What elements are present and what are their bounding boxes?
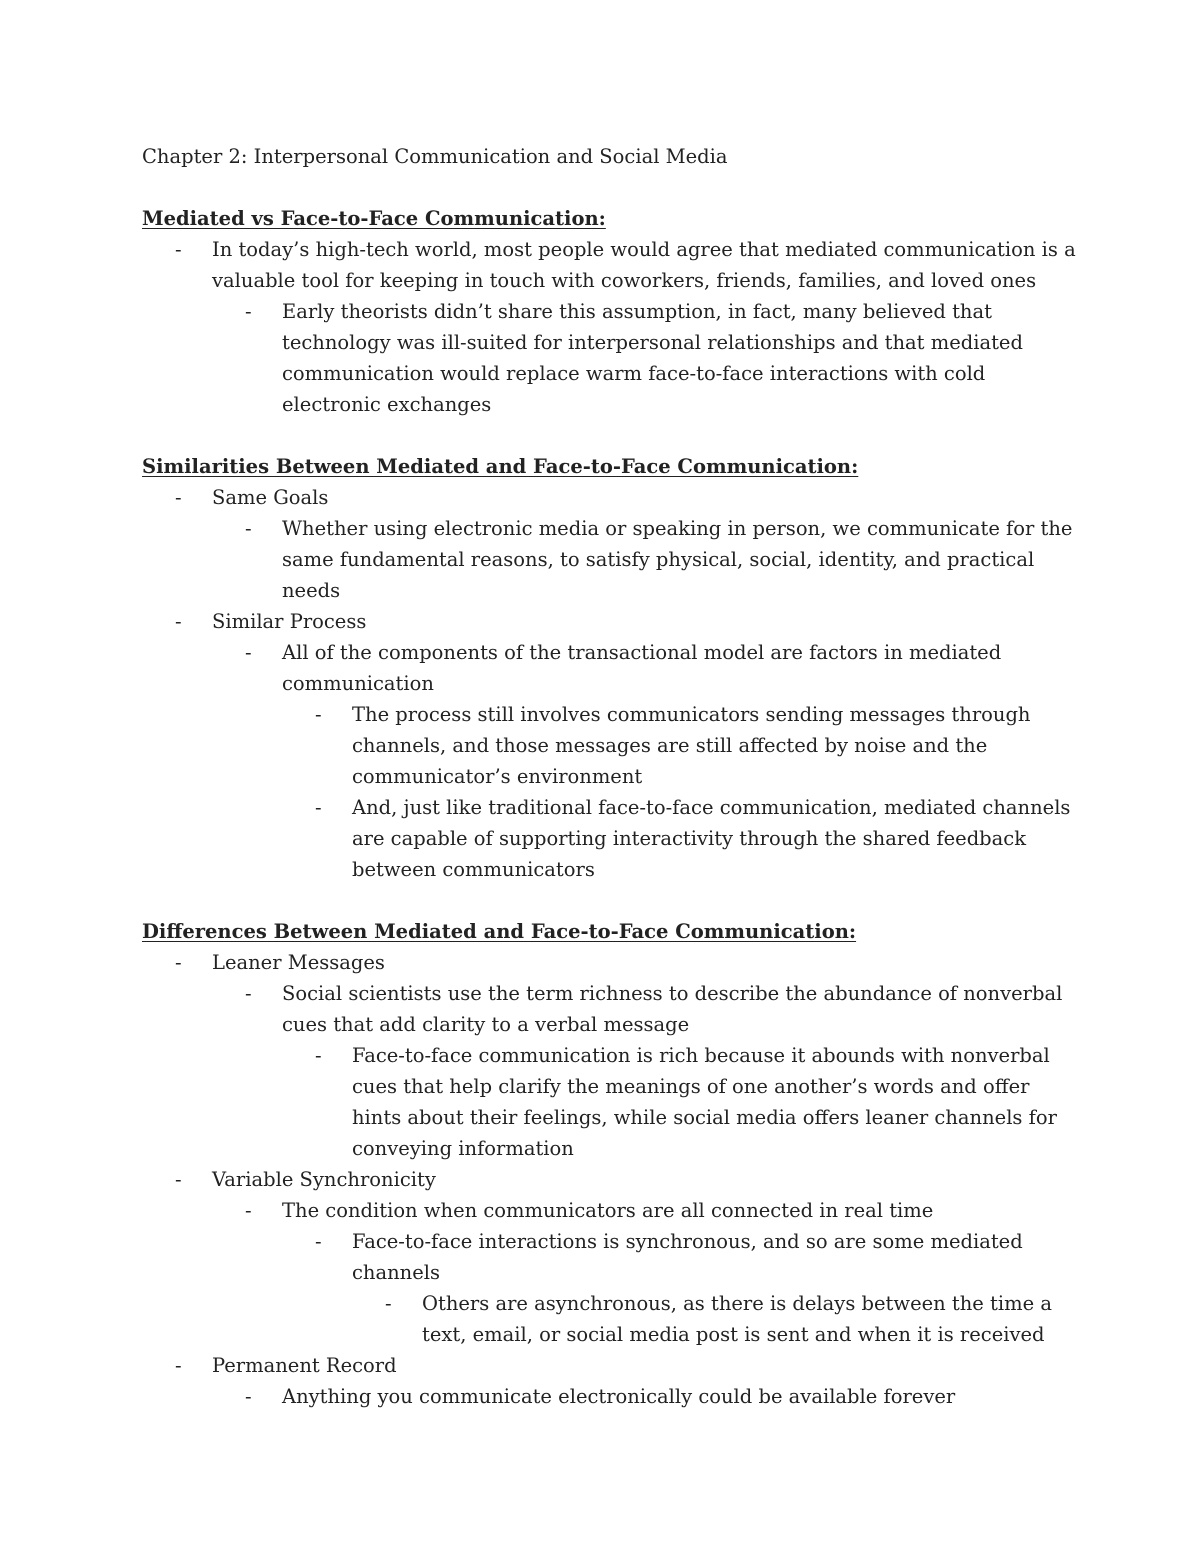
bullet-list (282, 1226, 1082, 1350)
list-item-text: Same Goals (212, 486, 329, 509)
section-heading: Differences Between Mediated and Face-to-Face Communication: (142, 920, 857, 943)
bullet-list (352, 1288, 1082, 1350)
list-item (175, 234, 1082, 420)
list-item-text: In today’s high-tech world, most people would agree that mediated communication is a valuable tool for keeping in touch with coworkers, friends, families, and loved ones (212, 238, 1076, 292)
list-item-text: Variable Synchronicity (212, 1168, 436, 1191)
bullet-dash: - (175, 486, 182, 509)
list-item-text: Similar Process (212, 610, 367, 633)
list-item (245, 637, 1082, 885)
list-item-text: All of the components of the transactional model are factors in mediated communication (282, 641, 1002, 695)
document-title: Chapter 2: Interpersonal Communication and Social Media (142, 145, 728, 168)
list-item (175, 482, 1082, 606)
bullet-dash: - (175, 1354, 182, 1377)
list-item-text: Face-to-face interactions is synchronous, and so are some mediated channels (352, 1230, 1023, 1284)
list-item (175, 606, 1082, 885)
bullet-dash: - (245, 1385, 252, 1408)
bullet-list (212, 978, 1082, 1164)
list-item-text: Anything you communicate electronically could be available forever (282, 1385, 956, 1408)
bullet-list (142, 482, 1082, 885)
list-item-text: Whether using electronic media or speaking in person, we communicate for the same fundamental reasons, to satisfy physical, social, identity, and practical needs (282, 517, 1073, 602)
list-item (175, 947, 1082, 1164)
section-heading: Similarities Between Mediated and Face-to-Face Communication: (142, 455, 859, 478)
bullet-dash: - (245, 300, 252, 323)
list-item (245, 296, 1082, 420)
list-item (245, 513, 1082, 606)
list-item (245, 978, 1082, 1164)
list-item (315, 699, 1082, 792)
section-mediated-vs-face-to-face (142, 203, 1082, 420)
list-item (385, 1288, 1082, 1350)
list-item (245, 1195, 1082, 1350)
document-page (142, 141, 1082, 1412)
list-item-text: Early theorists didn’t share this assumption, in fact, many believed that technology was ill-suited for interpersonal relationships and that mediated communication would replace warm face-to-face interactions with cold electronic exchanges (282, 300, 1023, 416)
list-item-text: The condition when communicators are all connected in real time (282, 1199, 934, 1222)
list-item-text: Leaner Messages (212, 951, 385, 974)
bullet-list (212, 1195, 1082, 1350)
bullet-list (212, 1381, 1082, 1412)
bullet-dash: - (315, 1044, 322, 1067)
list-item (315, 1226, 1082, 1350)
list-item (315, 792, 1082, 885)
bullet-dash: - (385, 1292, 392, 1315)
section-differences (142, 916, 1082, 1412)
list-item-text: Social scientists use the term richness to describe the abundance of nonverbal cues that add clarity to a verbal message (282, 982, 1063, 1036)
list-item-text: The process still involves communicators sending messages through channels, and those messages are still affected by noise and the communicator’s environment (352, 703, 1031, 788)
bullet-dash: - (175, 610, 182, 633)
bullet-list (212, 637, 1082, 885)
bullet-dash: - (245, 1199, 252, 1222)
bullet-list (282, 699, 1082, 885)
bullet-dash: - (315, 796, 322, 819)
bullet-dash: - (175, 1168, 182, 1191)
bullet-dash: - (175, 238, 182, 261)
list-item-text: Face-to-face communication is rich because it abounds with nonverbal cues that help clarify the meanings of one another’s words and offer hints about their feelings, while social media offers leaner channels for conveying information (352, 1044, 1057, 1160)
list-item-text: Permanent Record (212, 1354, 397, 1377)
bullet-list (212, 296, 1082, 420)
section-heading: Mediated vs Face-to-Face Communication: (142, 207, 606, 230)
list-item-text: And, just like traditional face-to-face communication, mediated channels are capable of supporting interactivity through the shared feedback between communicators (352, 796, 1071, 881)
bullet-dash: - (315, 703, 322, 726)
list-item (175, 1350, 1082, 1412)
list-item (175, 1164, 1082, 1350)
list-item (315, 1040, 1082, 1164)
list-item-text: Others are asynchronous, as there is delays between the time a text, email, or social media post is sent and when it is received (422, 1292, 1052, 1346)
bullet-list (142, 234, 1082, 420)
bullet-dash: - (245, 982, 252, 1005)
bullet-dash: - (175, 951, 182, 974)
bullet-list (282, 1040, 1082, 1164)
bullet-list (212, 513, 1082, 606)
bullet-list (142, 947, 1082, 1412)
section-similarities (142, 451, 1082, 885)
bullet-dash: - (245, 517, 252, 540)
bullet-dash: - (315, 1230, 322, 1253)
bullet-dash: - (245, 641, 252, 664)
list-item (245, 1381, 1082, 1412)
